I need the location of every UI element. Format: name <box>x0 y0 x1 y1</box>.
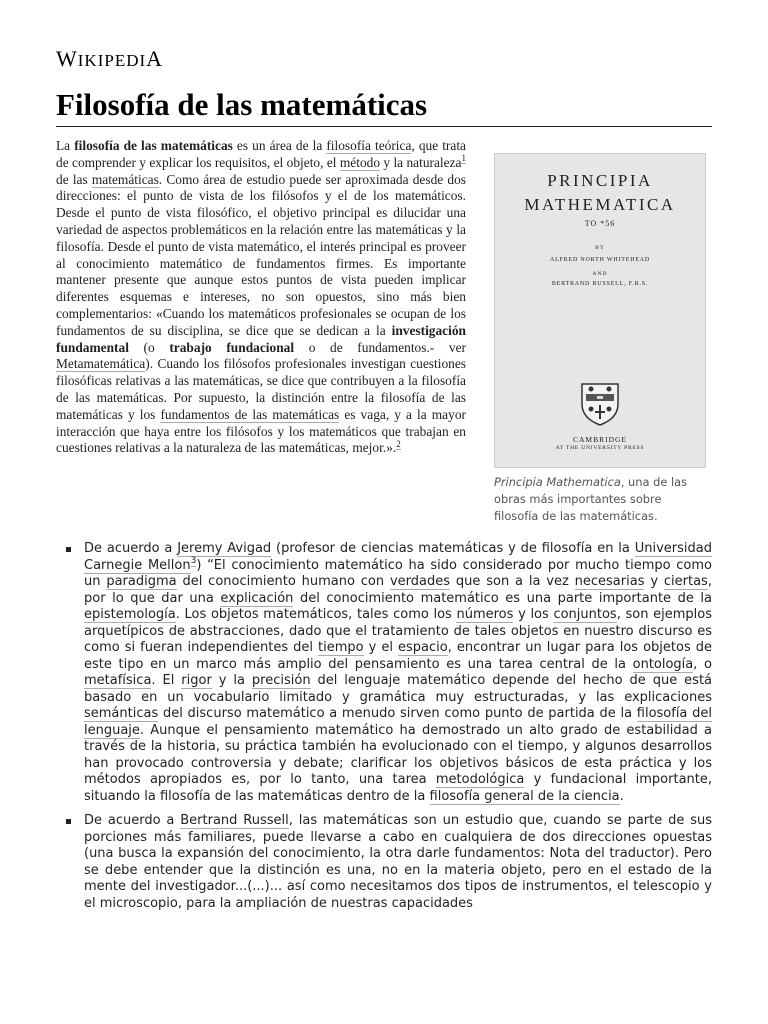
link-filosofia-general-ciencia[interactable]: filosofía general de la ciencia <box>429 788 620 804</box>
link-conjuntos[interactable]: conjuntos <box>553 607 617 622</box>
link-ciertas[interactable]: ciertas <box>663 574 708 589</box>
principia-cover-image[interactable] <box>494 153 706 468</box>
list-item: De acuerdo a Bertrand Russell, las matemáticas son un estudio que, cuando se parte de sus porciones más familiares, puede llevarse a cabo en cualquiera de dos direcciones opuestas (una busca la expansión del conocimiento, la otra darle fundamentos: Nota del traductor). Pero se debe entender que la distinción es una, no en la materia objeto, pero en el estado de la mente del investigador...(...)... así como necesitamos dos tipos de instrumentos, el telescopio y el microscopio, para la ampliación de nuestras capacidades <box>64 813 712 912</box>
link-carnegie-mellon[interactable]: Universidad Carnegie Mellon <box>84 541 712 573</box>
link-necesarias[interactable]: necesarias <box>574 574 645 589</box>
page-title: Filosofía de las matemáticas <box>56 87 428 122</box>
link-bertrand-russell[interactable]: Bertrand Russell <box>180 813 289 828</box>
bullet-icon <box>66 547 71 552</box>
link-rigor[interactable]: rigor <box>181 673 212 688</box>
link-numeros[interactable]: números <box>456 607 514 622</box>
link-tiempo[interactable]: tiempo <box>318 640 364 655</box>
link-metodo[interactable]: método <box>339 154 381 170</box>
cover-by: BY <box>595 245 605 251</box>
cover-publisher: CAMBRIDGE <box>572 435 627 444</box>
bold-term: filosofía de las matemáticas <box>74 138 233 153</box>
logo-letter: A <box>146 46 164 71</box>
link-semanticas[interactable]: semánticas <box>84 706 159 721</box>
link-paradigma[interactable]: paradigma <box>106 574 177 589</box>
cover-and: AND <box>592 271 608 277</box>
cambridge-shield-icon <box>580 382 620 426</box>
link-verdades[interactable]: verdades <box>389 574 451 589</box>
cover-author: BERTRAND RUSSELL, F.R.S. <box>551 281 649 287</box>
link-filosofia-del-lenguaje[interactable]: filosofía del lenguaje <box>84 706 712 738</box>
cover-title: PRINCIPIA <box>547 171 653 190</box>
figure <box>494 153 706 525</box>
bullet-icon <box>66 819 71 824</box>
logo-letter: W <box>56 46 78 71</box>
ref-3[interactable]: 3 <box>190 556 197 567</box>
bold-term: trabajo fundacional <box>169 339 295 355</box>
bullet-list <box>64 541 712 920</box>
cover-volume: TO *56 <box>584 219 616 228</box>
link-filosofia-teorica[interactable]: filosofía teórica <box>326 138 412 153</box>
link-epistemologia[interactable]: epistemología <box>84 607 176 622</box>
logo-letters: IKIPEDI <box>77 51 147 70</box>
link-jeremy-avigad[interactable]: Jeremy Avigad <box>177 541 272 556</box>
link-espacio[interactable]: espacio <box>398 640 448 655</box>
link-ontologia[interactable]: ontología <box>632 656 694 672</box>
cover-title: MATHEMATICA <box>524 195 676 214</box>
link-metamatematica[interactable]: Metamatemática <box>56 356 146 372</box>
link-explicacion[interactable]: explicación <box>220 590 294 606</box>
bold-term: investigación fundamental <box>56 322 466 355</box>
cover-author: ALFRED NORTH WHITEHEAD <box>549 257 651 263</box>
title-divider <box>56 126 712 127</box>
list-item: De acuerdo a Jeremy Avigad (profesor de ciencias matemáticas y de filosofía en la Universidad Carnegie Mellon$^3$) “El conocimiento matemático ha sido considerado por mucho tiempo como un paradigma del conocimiento humano con verdades que son a la vez necesarias y ciertas, por lo que dar una explicación del conocimiento matemático es una parte importante de la epistemología. Los objetos matemáticos, tales como los números y los conjuntos, son ejemplos arquetípicos de abstracciones, dado que el tratamiento de tales objetos en nuestro discurso es como si fueran independientes del tiempo y el espacio, encontrar un lugar para los objetos de este tipo en un marco más amplio del pensamiento es una tarea central de la ontología, o metafísica. El rigor y la precisión del lenguaje matemático depende del hecho de que está basado en un vocabulario limitado y gramática muy estructuradas, y las explicaciones semánticas del discurso matemático a menudo sirven como punto de partida de la filosofía del lenguaje. Aunque el pensamiento matemático ha demostrado un alto grado de estabilidad a través de la historia, su práctica también ha evolucionado con el tiempo, y algunos desarrollos han provocado controversia y debate; clarificar los objetivos básicos de esta práctica y los métodos apropiados es, por lo tanto, una tarea metodológica y fundacional importante, situando la filosofía de las matemáticas dentro de la filosofía general de la ciencia. <box>64 541 712 805</box>
link-metafisica[interactable]: metafísica <box>84 673 152 688</box>
link-metodologica[interactable]: metodológica <box>435 772 525 787</box>
lead-paragraph: La filosofía de las matemáticas es un área de la filosofía teórica, que trata de comprender y explicar los requisitos, el objeto, el método y la naturaleza$^1$ de las matemáticas. Como área de estudio puede ser aproximada desde dos direcciones: el punto de vista de los filósofos y el de los matemáticos. Desde el punto de vista filosófico, el objetivo principal es dilucidar una variedad de aspectos problemáticos en la relación entre las matemáticas y la filosofía. Desde el punto de vista matemático, el interés principal es proveer al conocimiento matemático de fundamentos firmes. Es importante mantener presente que aunque estos puntos de vista pueden implicar diferentes esquemas e intereses, no son opuestos, sino más bien complementarios: «Cuando los matemáticos profesionales se ocupan de los fundamentos de su disciplina, se dice que se dedican a la investigación fundamental (o trabajo fundacional o de fundamentos.- ver Metamatemática). Cuando los filósofos profesionales investigan cuestiones filosóficas relativas a las matemáticas, se dice que contribuyen a la filosofía de las matemáticas. Por supuesto, la distinción entre la filosofía de las matemáticas y los fundamentos de las matemáticas es vaga, y a la mayor interacción que haya entre los filósofos y los matemáticos que trabajan en cuestiones relativas a la naturaleza de las matemáticas, mejor.».$^2$ <box>56 138 466 456</box>
ref-2[interactable]: 2 <box>396 438 401 449</box>
ref-1[interactable]: 1 <box>461 153 466 164</box>
wikipedia-logo[interactable] <box>56 46 163 72</box>
cover-press: AT THE UNIVERSITY PRESS <box>555 445 645 451</box>
link-fundamentos[interactable]: fundamentos de las matemáticas <box>160 406 340 422</box>
figure-caption: Principia Mathematica, una de las obras más importantes sobre filosofía de las matemáticas. <box>494 475 688 523</box>
link-precision[interactable]: precisión <box>251 673 311 688</box>
link-matematicas[interactable]: matemáticas <box>91 171 159 187</box>
